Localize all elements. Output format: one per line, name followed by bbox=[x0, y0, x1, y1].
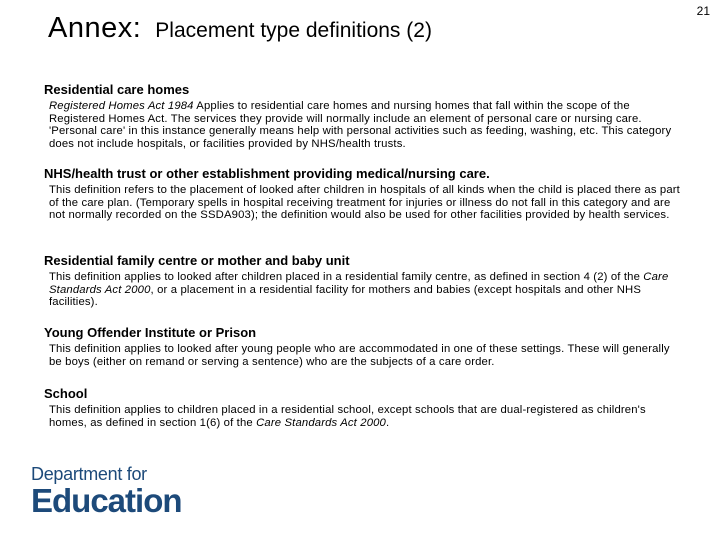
logo-line2: Education bbox=[31, 482, 182, 519]
section-nhs-health-trust bbox=[44, 166, 684, 222]
title-prefix: Annex: bbox=[48, 12, 142, 44]
department-for-education-logo bbox=[31, 464, 182, 518]
logo-line1: Department for bbox=[31, 464, 147, 484]
section-body: This definition applies to looked after young people who are accommodated in one of these settings. These will generally be boys (either on remand or serving a sentence) who are the subjects of a care order. bbox=[49, 343, 670, 368]
section-body bbox=[49, 404, 684, 429]
slide-number: 21 bbox=[696, 4, 710, 18]
section-body-text: Applies to residential care homes and nursing homes that fall within the scope of the Registered Homes Act. The services they provide will normally include an element of personal care or nursing care. 'Personal care' in this instance generally means help with personal activities such as feeding, washing, etc. This category does not include hospitals, or facilities provided by NHS/health trusts. bbox=[49, 100, 672, 150]
section-residential-family-centre bbox=[44, 253, 684, 309]
section-body-start: This definition applies to looked after children placed in a residential family centre, as defined in section 4 (2) of the bbox=[49, 271, 644, 283]
section-body bbox=[49, 271, 684, 309]
act-reference: Care Standards Act 2000 bbox=[256, 416, 386, 429]
section-heading: Young Offender Institute or Prison bbox=[44, 325, 257, 340]
section-heading: School bbox=[44, 386, 88, 401]
section-school bbox=[44, 386, 684, 429]
section-residential-care-homes bbox=[44, 82, 684, 150]
section-body-end: , or a placement in a residential facility for mothers and babies (except hospitals and other NHS facilities). bbox=[49, 283, 642, 309]
section-heading: Residential care homes bbox=[44, 82, 190, 97]
section-body bbox=[49, 100, 684, 150]
section-body-start: This definition applies to children placed in a residential school, except schools that are dual-registered as children's homes, as defined in section 1(6) of the bbox=[49, 404, 646, 429]
section-heading: Residential family centre or mother and baby unit bbox=[44, 253, 350, 268]
title-text: Placement type definitions (2) bbox=[155, 19, 432, 42]
act-reference: Care Standards Act 2000 bbox=[49, 271, 669, 296]
section-body: This definition refers to the placement of looked after children in hospitals of all kinds when the child is placed there as part of the care plan. (Temporary spells in hospital receiving treatment for injuries or illness do not fall in this category and are not normally recorded on the SSDA903); the definition would also be used for other facilities provided by health services. bbox=[49, 184, 680, 222]
section-young-offender-institute bbox=[44, 325, 684, 368]
section-heading: NHS/health trust or other establishment providing medical/nursing care. bbox=[44, 166, 490, 181]
section-body-end: . bbox=[386, 416, 390, 429]
page-title bbox=[48, 12, 432, 45]
act-reference: Registered Homes Act 1984 bbox=[49, 100, 194, 112]
